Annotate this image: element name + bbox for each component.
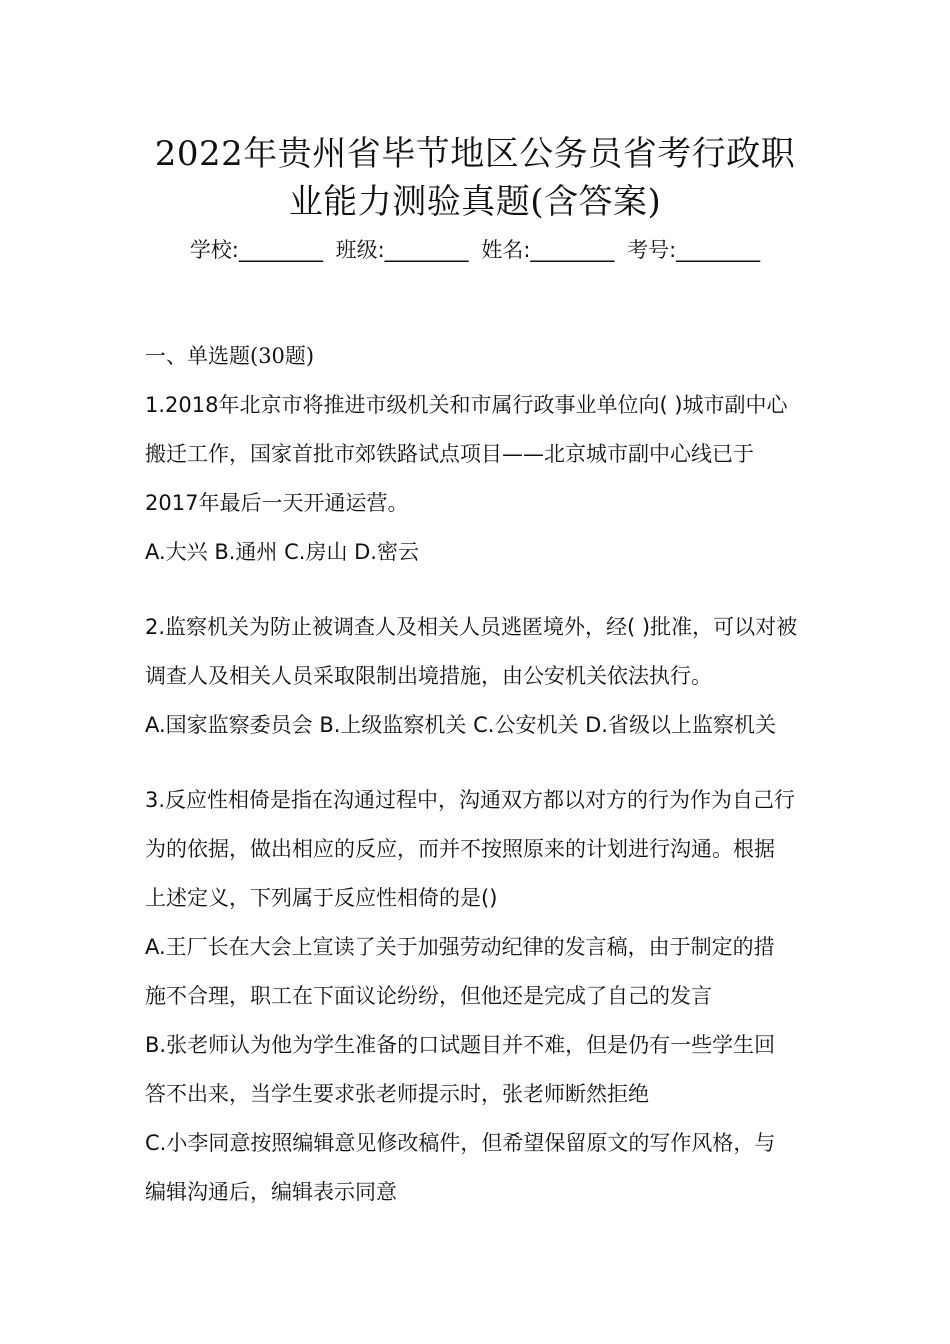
question-gap	[145, 577, 810, 603]
q2-options: A.国家监察委员会 B.上级监察机关 C.公安机关 D.省级以上监察机关	[145, 713, 776, 737]
document-title-line-2: 业能力测验真题(含答案)	[288, 182, 662, 222]
question-body	[145, 332, 810, 1217]
class-field: 班级:________	[335, 238, 469, 262]
q2-line-1: 2.监察机关为防止被调查人及相关人员逃匿境外，经( )批准，可以对被	[145, 615, 798, 639]
q1-line-1: 1.2018年北京市将推进市级机关和市属行政事业单位向( )城市副中心	[145, 393, 788, 417]
q3-line-2: 为的依据，做出相应的反应，而并不按照原来的计划进行沟通。根据	[145, 837, 775, 861]
q3-option-a-line-1: A.王厂长在大会上宣读了关于加强劳动纪律的发言稿，由于制定的措	[145, 935, 775, 959]
q1-line-2: 搬迁工作，国家首批市郊铁路试点项目——北京城市副中心线已于	[145, 442, 754, 466]
q3-option-a-line-2: 施不合理，职工在下面议论纷纷，但他还是完成了自己的发言	[145, 984, 712, 1008]
q2-line-2: 调查人及相关人员采取限制出境措施，由公安机关依法执行。	[145, 664, 712, 688]
exam-number-field: 考号:________	[627, 238, 761, 262]
document-title-line-1: 2022年贵州省毕节地区公务员省考行政职	[154, 134, 796, 174]
q1-line-3: 2017年最后一天开通运营。	[145, 491, 409, 515]
question-gap	[145, 750, 810, 776]
q3-line-3: 上述定义，下列属于反应性相倚的是()	[145, 886, 498, 910]
q3-line-1: 3.反应性相倚是指在沟通过程中，沟通双方都以对方的行为作为自己行	[145, 788, 796, 812]
q3-option-b-line-2: 答不出来，当学生要求张老师提示时，张老师断然拒绝	[145, 1082, 649, 1106]
q3-option-c-line-1: C.小李同意按照编辑意见修改稿件，但希望保留原文的写作风格，与	[145, 1131, 776, 1155]
q3-option-c-line-2: 编辑沟通后，编辑表示同意	[145, 1180, 397, 1204]
section-heading: 一、单选题(30题)	[145, 344, 315, 368]
school-field: 学校:________	[189, 238, 323, 262]
student-info-line	[100, 234, 850, 266]
q3-option-b-line-1: B.张老师认为他为学生准备的口试题目并不难，但是仍有一些学生回	[145, 1033, 776, 1057]
name-field: 姓名:________	[481, 238, 615, 262]
q1-options: A.大兴 B.通州 C.房山 D.密云	[145, 540, 419, 564]
